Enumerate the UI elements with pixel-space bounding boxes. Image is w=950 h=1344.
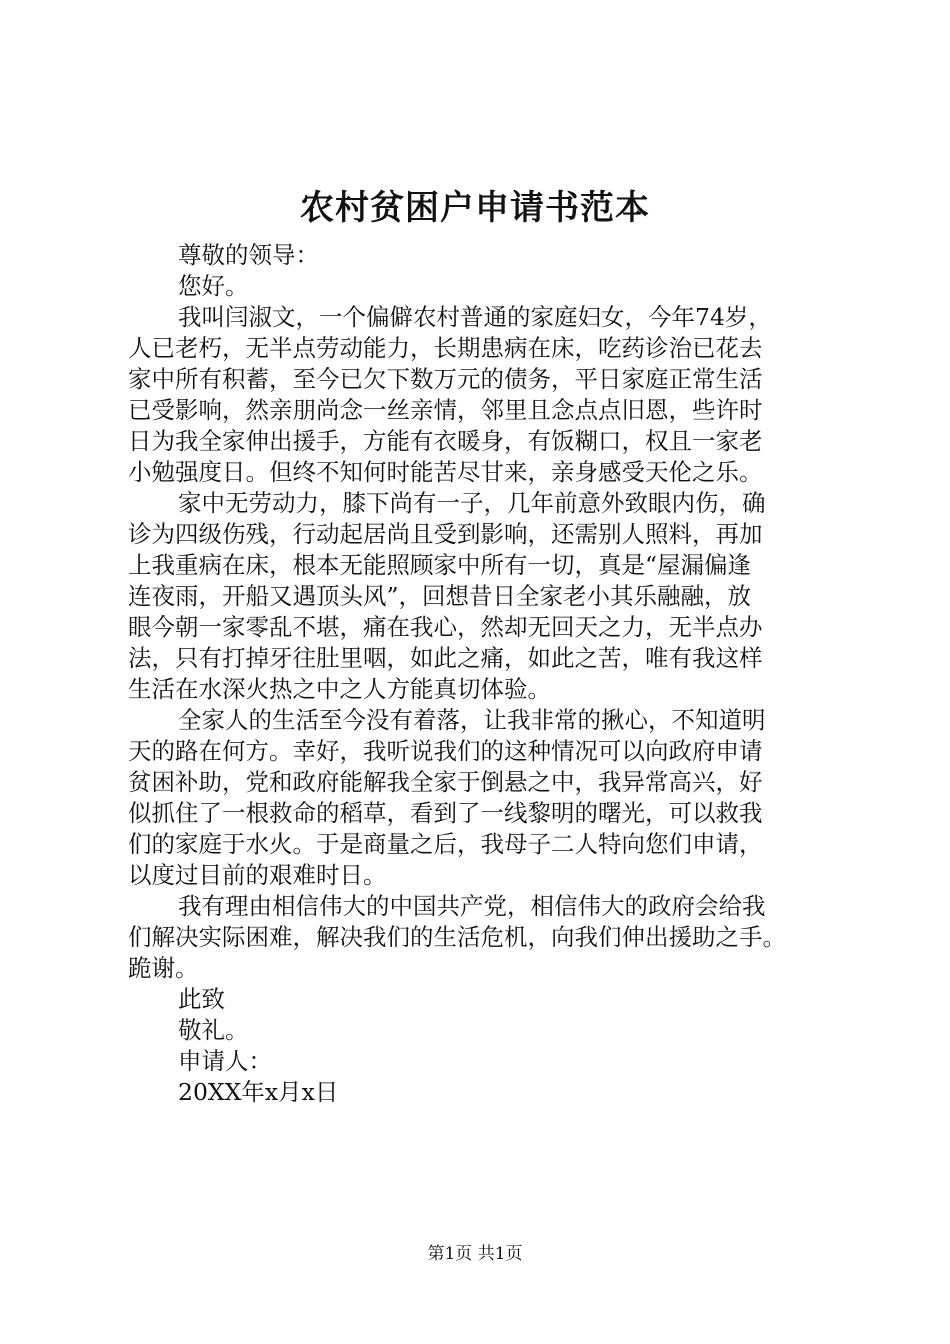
paragraph-1-line-1: 我叫闫淑文，一个偏僻农村普通的家庭妇女，今年74岁， — [178, 303, 772, 331]
paragraph-3-line-5: 们的家庭于水火。于是商量之后，我母子二人特向您们申请， — [128, 830, 763, 858]
paragraph-2-line-1: 家中无劳动力，膝下尚有一子，几年前意外致眼内伤，确 — [178, 489, 766, 517]
paragraph-3-line-4: 似抓住了一根救命的稻草，看到了一线黎明的曙光，可以救我 — [128, 799, 763, 827]
paragraph-1-line-6: 小勉强度日。但终不知何时能苦尽甘来，亲身感受天伦之乐。 — [128, 458, 763, 486]
applicant-line: 申请人： — [178, 1047, 272, 1075]
date-line: 20XX年x月x日 — [178, 1078, 339, 1106]
regards-line: 敬礼。 — [178, 1016, 249, 1044]
paragraph-3-line-6: 以度过目前的艰难时日。 — [128, 861, 387, 889]
document-title: 农村贫困户申请书范本 — [300, 188, 650, 228]
closing-line: 此致 — [178, 985, 225, 1013]
paragraph-1-line-5: 日为我全家伸出援手，方能有衣暖身，有饭糊口，权且一家老 — [128, 427, 763, 455]
paragraph-2-line-6: 法，只有打掉牙往肚里咽，如此之痛，如此之苦，唯有我这样 — [128, 644, 763, 672]
paragraph-2-line-5: 眼今朝一家零乱不堪，痛在我心，然却无回天之力，无半点办 — [128, 613, 763, 641]
paragraph-2-line-3: 上我重病在床，根本无能照顾家中所有一切，真是“屋漏偏逢 — [128, 551, 752, 579]
paragraph-3-line-3: 贫困补助，党和政府能解我全家于倒悬之中，我异常高兴，好 — [128, 768, 763, 796]
greeting-line: 您好。 — [178, 272, 249, 300]
paragraph-1-line-2: 人已老朽，无半点劳动能力，长期患病在床，吃药诊治已花去 — [128, 334, 763, 362]
paragraph-4-line-2: 们解决实际困难，解决我们的生活危机，向我们伸出援助之手。 — [128, 923, 786, 951]
paragraph-2-line-7: 生活在水深火热之中之人方能真切体验。 — [128, 675, 551, 703]
paragraph-4-line-1: 我有理由相信伟大的中国共产党，相信伟大的政府会给我 — [178, 892, 766, 920]
page-footer: 第1页 共1页 — [427, 1244, 523, 1264]
paragraph-3-line-2: 天的路在何方。幸好，我听说我们的这种情况可以向政府申请 — [128, 737, 763, 765]
salutation-line: 尊敬的领导： — [178, 241, 319, 269]
paragraph-2-line-4: 连夜雨，开船又遇顶头风”，回想昔日全家老小其乐融融，放 — [128, 582, 752, 610]
paragraph-4-line-3: 跪谢。 — [128, 954, 199, 982]
paragraph-1-line-3: 家中所有积蓄，至今已欠下数万元的债务，平日家庭正常生活 — [128, 365, 763, 393]
paragraph-1-line-4: 已受影响，然亲朋尚念一丝亲情，邻里且念点点旧恩，些许时 — [128, 396, 763, 424]
paragraph-3-line-1: 全家人的生活至今没有着落，让我非常的揪心，不知道明 — [178, 706, 766, 734]
paragraph-2-line-2: 诊为四级伤残，行动起居尚且受到影响，还需别人照料，再加 — [128, 520, 763, 548]
document-body — [128, 240, 838, 1108]
